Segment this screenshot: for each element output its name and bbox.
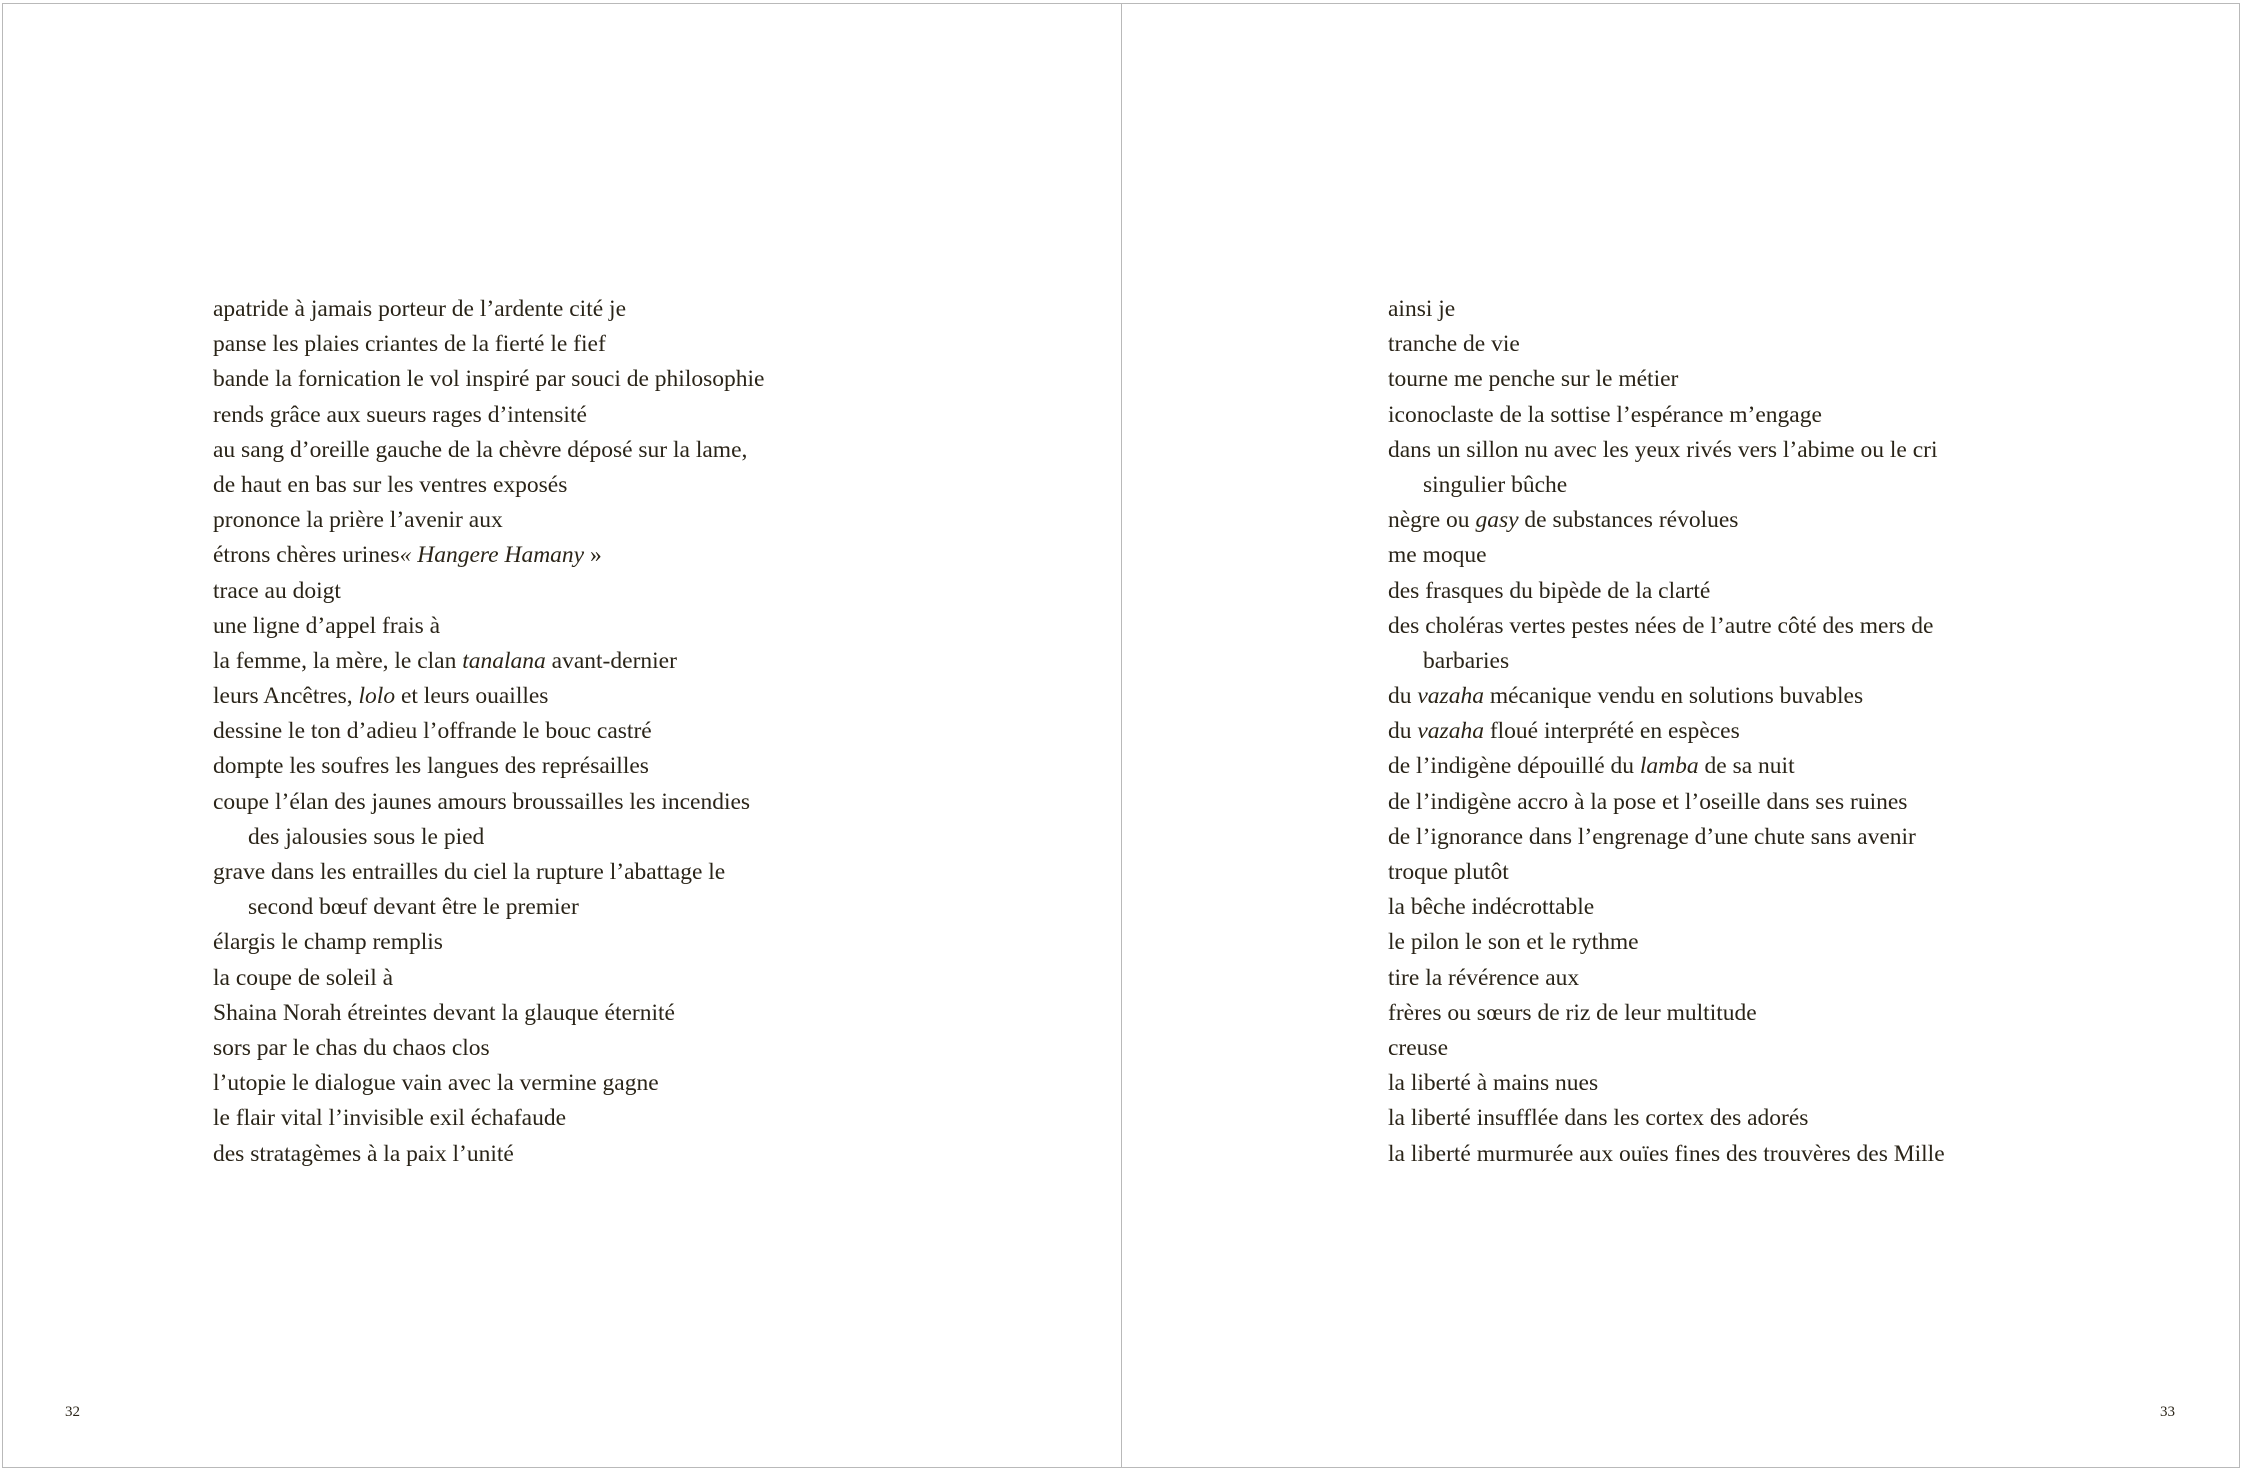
poem-line-text: dompte les soufres les langues des représailles [213,753,649,780]
poem-line-text: troque plutôt [1388,859,1509,885]
poem-line-text: de haut en bas sur les ventres exposés [213,471,568,498]
poem-line [1388,925,2228,960]
poem-line [1388,679,2228,714]
poem-line [1388,433,2228,468]
poem-line-text: et leurs ouailles [395,683,549,710]
poem-line-text: grave dans les entrailles du ciel la rupture l’abattage le [213,859,726,885]
poem-line-text: barbaries [1423,647,1510,674]
poem-line-text: élargis le champ remplis [213,929,443,956]
poem-line-text: la bêche indécrottable [1388,894,1595,921]
poem-line [213,855,1093,890]
poem-line-italic-text: lamba [1639,753,1699,780]
page-gutter-divider [1121,3,1122,1468]
poem-line-text: des choléras vertes pestes nées de l’autre côté des mers de [1388,612,1934,639]
poem-line-text: l’utopie le dialogue vain avec la vermine gagne [213,1070,659,1097]
poem-line [213,1031,1093,1066]
poem-line-text: la coupe de soleil à [213,964,394,991]
poem-line [1388,714,2228,749]
poem-line-text: trace au doigt [213,577,341,604]
poem-line [213,362,1093,397]
poem-line [1388,644,2228,679]
poem-line [213,996,1093,1031]
poem-line [213,609,1093,644]
poem-line [1388,820,2228,855]
poem-line-text: floué interprété en espèces [1483,718,1740,745]
poem-line [1388,468,2228,503]
poem-line [1388,538,2228,573]
poem-line-text: frères ou sœurs de riz de leur multitude [1388,999,1757,1026]
poem-line [1388,362,2228,397]
poem-line-text: le pilon le son et le rythme [1388,929,1639,956]
poem-line [1388,609,2228,644]
page-number-right: 33 [2160,1404,2175,1420]
poem-line [213,574,1093,609]
poem-line-text: tranche de vie [1388,331,1520,358]
left-page-poem [213,292,1093,1172]
poem-line [1388,996,2228,1031]
poem-line-text: avant-dernier [545,647,677,674]
poem-line-text: mécanique vendu en solutions buvables [1483,683,1864,710]
poem-line-text: prononce la prière l’avenir aux [213,507,503,534]
poem-line-text: du [1388,718,1418,745]
poem-line [1388,574,2228,609]
poem-line-text: Shaina Norah étreintes devant la glauque éternité [213,999,675,1026]
poem-line-text: second bœuf devant être le premier [248,894,579,921]
poem-line-text: singulier bûche [1423,471,1568,498]
poem-line-text: sors par le chas du chaos clos [213,1034,490,1061]
poem-line [1388,1101,2228,1136]
poem-line-text: nègre ou [1388,507,1476,534]
poem-line [213,1101,1093,1136]
poem-line [213,820,1093,855]
poem-line-text: me moque [1388,542,1487,569]
poem-line-text: la liberté murmurée aux ouïes fines des trouvères des Mille [1388,1140,1945,1167]
poem-line-text: de substances révolues [1518,507,1739,534]
poem-line-text: de sa nuit [1698,753,1795,780]
poem-line-text: des jalousies sous le pied [248,823,485,850]
poem-line-text: la femme, la mère, le clan [213,647,463,674]
poem-line-text: creuse [1388,1034,1449,1061]
poem-line [213,644,1093,679]
poem-line [213,503,1093,538]
poem-line [1388,503,2228,538]
poem-line [213,749,1093,784]
poem-line-text: de l’indigène dépouillé du [1388,753,1640,780]
poem-line [213,327,1093,362]
poem-line [1388,890,2228,925]
poem-line-italic-text: « Hangere Hamany [399,542,585,569]
poem-line [213,292,1093,327]
poem-line-text: du [1388,683,1418,710]
poem-line-text: bande la fornication le vol inspiré par souci de philosophie [213,366,765,393]
poem-line [213,890,1093,925]
poem-line-text: dans un sillon nu avec les yeux rivés vers l’abime ou le cri [1388,436,1938,463]
poem-line-text: tourne me penche sur le métier [1388,366,1679,393]
poem-line-text: coupe l’élan des jaunes amours broussailles les incendies [213,788,751,815]
poem-line-text: au sang d’oreille gauche de la chèvre déposé sur la lame, [213,436,748,463]
poem-line [1388,398,2228,433]
poem-line-text: rends grâce aux sueurs rages d’intensité [213,401,587,428]
poem-line-text: le flair vital l’invisible exil échafaude [213,1105,567,1132]
poem-line [213,468,1093,503]
poem-line [213,714,1093,749]
poem-line [1388,1031,2228,1066]
poem-line [213,1137,1093,1172]
poem-line [213,398,1093,433]
poem-line-text: une ligne d’appel frais à [213,612,441,639]
poem-line [1388,327,2228,362]
poem-line-text: de l’ignorance dans l’engrenage d’une chute sans avenir [1388,823,1916,850]
poem-line-text: ainsi je [1388,296,1456,322]
poem-line-italic-text: vazaha [1417,683,1484,710]
poem-line [1388,292,2228,327]
poem-line-text: des stratagèmes à la paix l’unité [213,1140,514,1167]
poem-line-italic-text: gasy [1475,507,1519,534]
page-number-left: 32 [65,1404,80,1420]
poem-line-italic-text: tanalana [462,647,546,674]
poem-line [1388,1137,2228,1172]
poem-line-text: des frasques du bipède de la clarté [1388,577,1711,604]
poem-line [213,433,1093,468]
poem-line-text: la liberté à mains nues [1388,1070,1599,1097]
poem-line-text: tire la révérence aux [1388,964,1580,991]
poem-line-italic-text: lolo [358,683,396,710]
poem-line-text: apatride à jamais porteur de l’ardente cité je [213,296,626,322]
poem-line-italic-text: vazaha [1417,718,1484,745]
poem-line-text: panse les plaies criantes de la fierté le fief [213,331,606,358]
poem-line-text: iconoclaste de la sottise l’espérance m’engage [1388,401,1822,428]
poem-line [213,679,1093,714]
right-page-poem [1388,292,2228,1172]
poem-line [1388,1066,2228,1101]
poem-line [1388,749,2228,784]
poem-line-text: étrons chères urines [213,542,400,569]
poem-line [213,785,1093,820]
poem-line-text: la liberté insufflée dans les cortex des adorés [1388,1105,1809,1132]
poem-line-text: leurs Ancêtres, [213,683,359,710]
poem-line [1388,785,2228,820]
poem-line-text: de l’indigène accro à la pose et l’oseille dans ses ruines [1388,788,1908,815]
poem-line [213,538,1093,573]
poem-line [213,925,1093,960]
poem-line [213,961,1093,996]
poem-line-text: » [584,542,602,569]
poem-line [1388,961,2228,996]
poem-line [213,1066,1093,1101]
poem-line [1388,855,2228,890]
poem-line-text: dessine le ton d’adieu l’offrande le bouc castré [213,718,652,745]
